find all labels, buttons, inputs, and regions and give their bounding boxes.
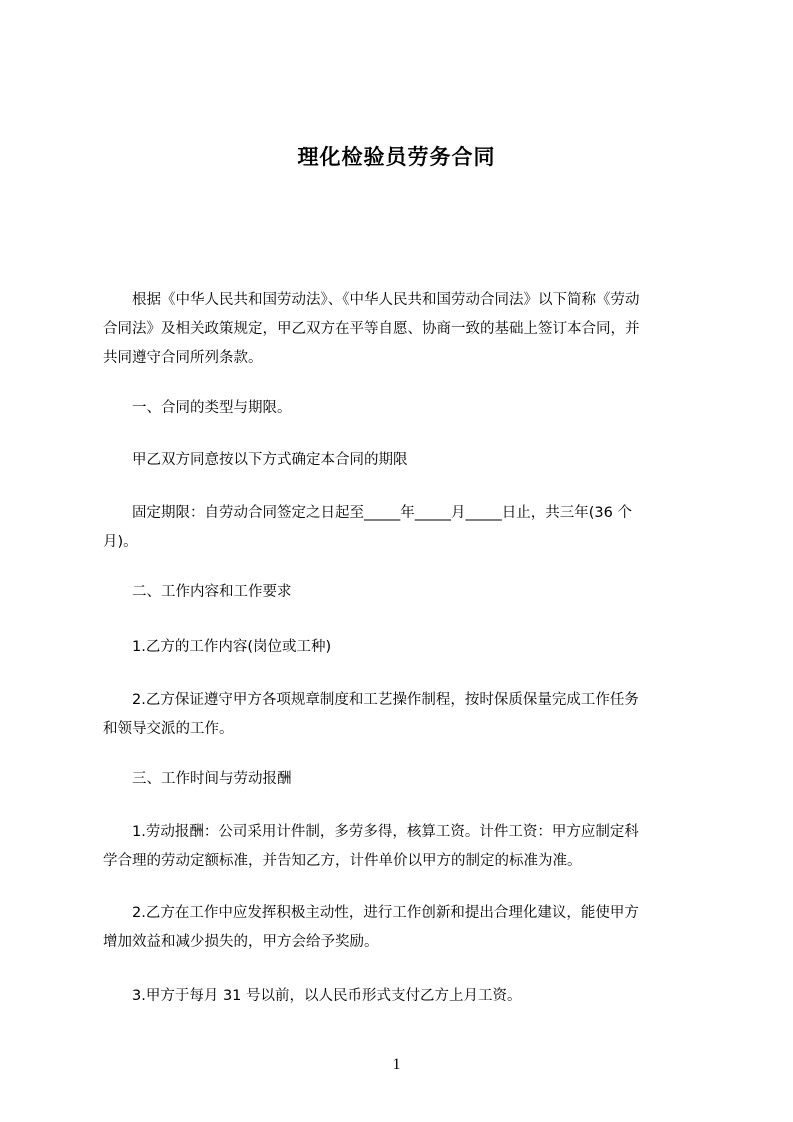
text-line: 共同遵守合同所列条款。 — [103, 350, 263, 366]
text-line: 二、工作内容和工作要求 — [103, 584, 292, 600]
section-1-intro-paragraph — [103, 446, 701, 475]
section-heading-1 — [103, 394, 701, 423]
fixed-term-paragraph — [103, 499, 701, 557]
text-line: 1.乙方的工作内容(岗位或工种) — [103, 639, 332, 655]
text-line: 增加效益和减少损失的，甲方会给予奖励。 — [103, 934, 379, 950]
text-line: 月)。 — [103, 534, 138, 550]
section-3-item-2-paragraph — [103, 899, 701, 957]
page-title: 理化检验员劳务合同 — [297, 145, 496, 169]
text-line: 固定期限：自劳动合同签定之日起至_____年_____月_____日止，共三年(36 个 — [103, 505, 632, 521]
section-heading-3 — [103, 765, 701, 794]
section-2-item-2-paragraph — [103, 686, 701, 744]
text-line: 3.甲方于每月 31 号以前，以人民币形式支付乙方上月工资。 — [103, 988, 522, 1004]
text-line: 2.乙方在工作中应发挥积极主动性，进行工作创新和提出合理化建议，能使甲方 — [103, 905, 639, 921]
section-heading-2 — [103, 578, 701, 607]
text-line: 一、合同的类型与期限。 — [103, 400, 292, 416]
text-line: 1.劳动报酬：公司采用计件制，多劳多得，核算工资。计件工资：甲方应制定科 — [103, 824, 639, 840]
text-line: 根据《中华人民共和国劳动法》、《中华人民共和国劳动合同法》以下简称《劳动 — [103, 292, 640, 308]
section-3-item-1-paragraph — [103, 818, 701, 876]
preamble-paragraph — [103, 286, 701, 373]
text-line: 三、工作时间与劳动报酬 — [103, 771, 292, 787]
text-line: 和领导交派的工作。 — [103, 721, 234, 737]
section-3-item-3-paragraph — [103, 982, 701, 1011]
text-line: 2.乙方保证遵守甲方各项规章制度和工艺操作制程，按时保质保量完成工作任务 — [103, 692, 639, 708]
section-2-item-1-paragraph — [103, 633, 701, 662]
page-number: 1 — [392, 1056, 401, 1073]
text-line: 学合理的劳动定额标准，并告知乙方，计件单价以甲方的制定的标准为准。 — [103, 853, 582, 869]
text-line: 甲乙双方同意按以下方式确定本合同的期限 — [103, 452, 408, 468]
text-line: 合同法》及相关政策规定，甲乙双方在平等自愿、协商一致的基础上签订本合同，并 — [103, 321, 640, 337]
